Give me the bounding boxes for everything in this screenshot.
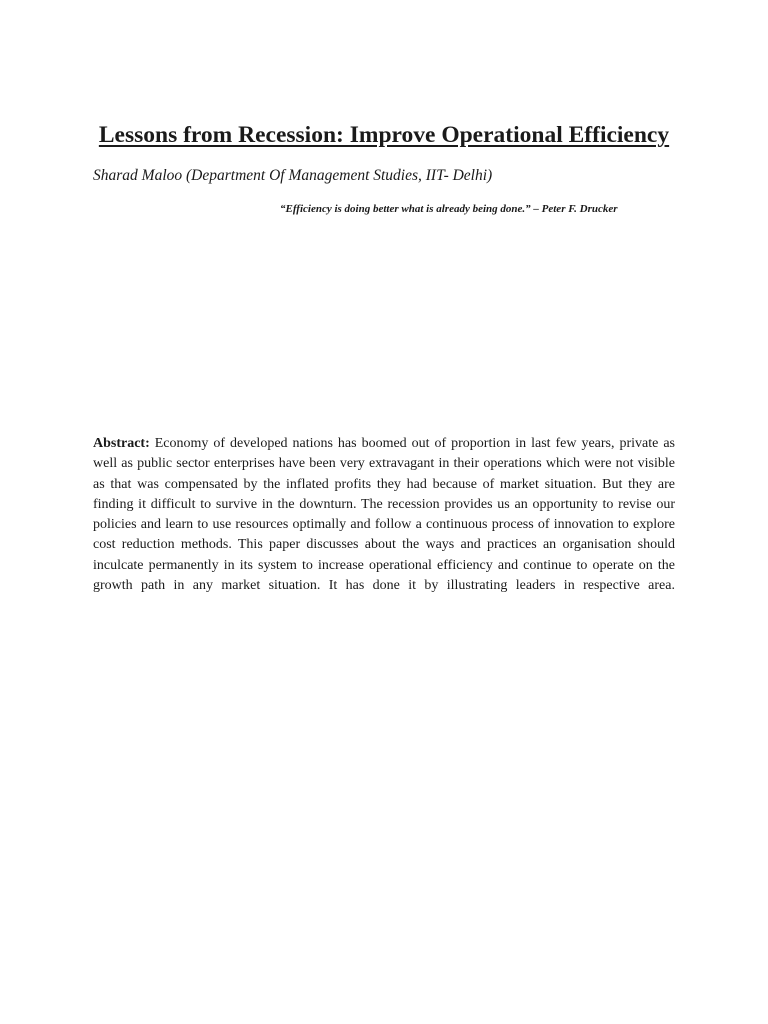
abstract-text: Economy of developed nations has boomed out of proportion in last few years, private as well as public sector enterprises have been very extravagant in their operations which were not visible as that was compensated by the inflated profits they had because of market situation. But they are finding it difficult to survive in the downturn. The recession provides us an opportunity to revise our policies and learn to use resources optimally and follow a continuous process of innovation to explore cost reduction methods. This paper discusses about the ways and practices an organisation should inculcate permanently in its system to increase operational efficiency and continue to operate on the growth path in any market situation. It has done it by illustrating leaders in respective area. — [93, 436, 675, 594]
author-affiliation: Sharad Maloo (Department Of Management Studies, IIT- Delhi) — [93, 167, 493, 184]
paper-title: Lessons from Recession: Improve Operational Efficiency — [98, 122, 670, 148]
abstract-paragraph — [93, 434, 675, 596]
epigraph-quote: “Efficiency is doing better what is already being done.” – Peter F. Drucker — [280, 203, 618, 215]
abstract-label: Abstract: — [93, 436, 150, 451]
